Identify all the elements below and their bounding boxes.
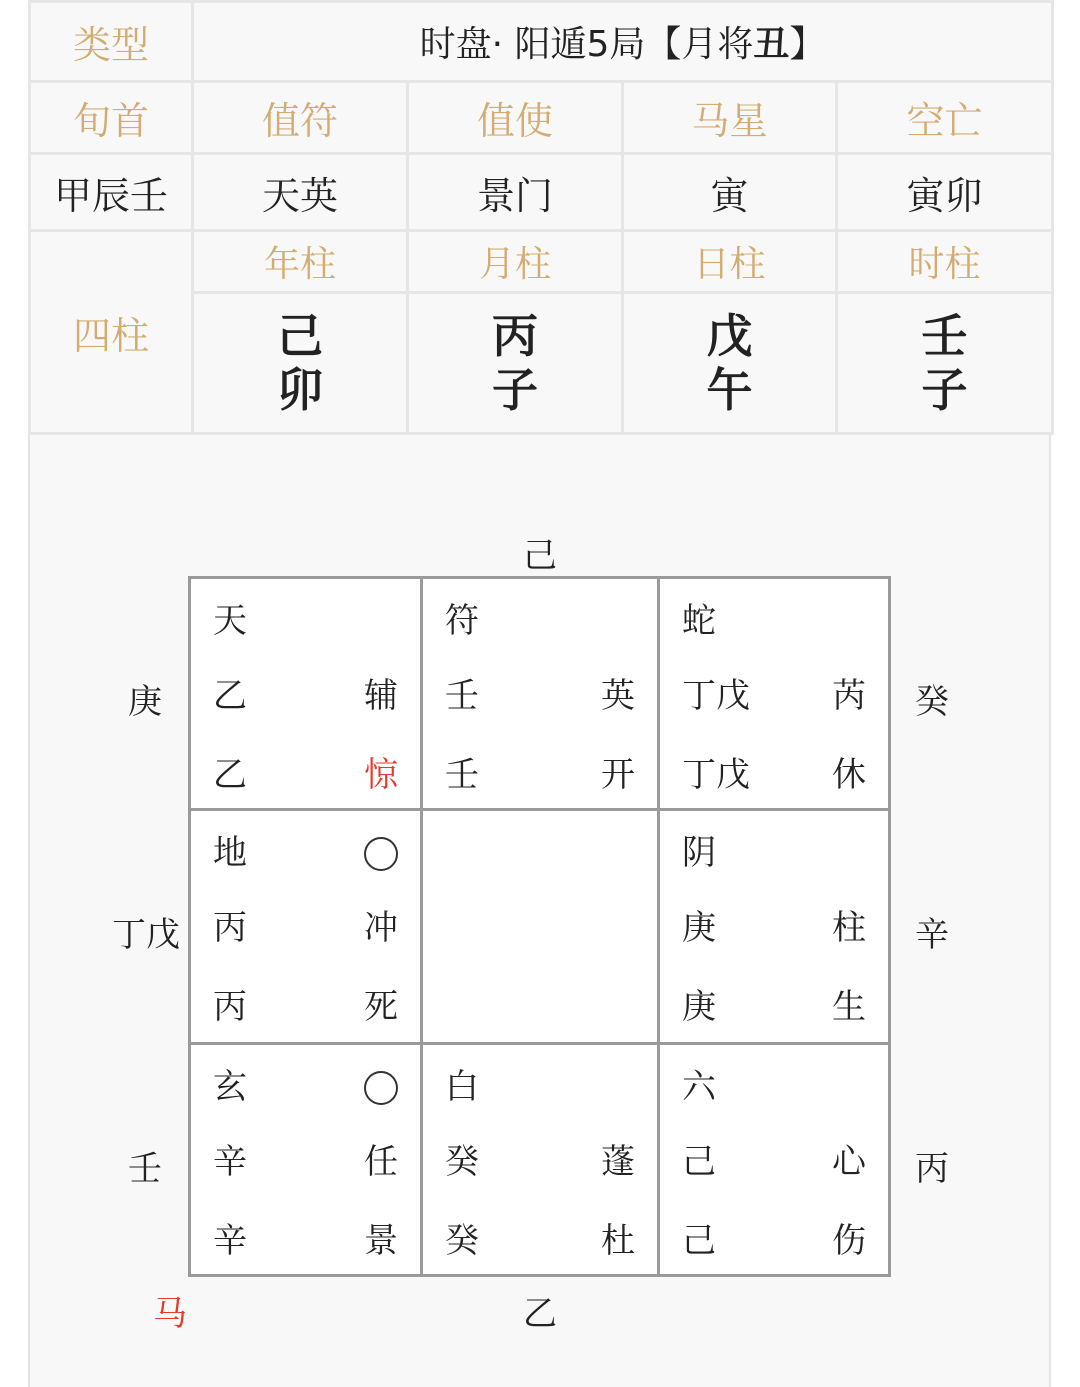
palace-heaven-stem: 丁戊: [682, 676, 750, 716]
palace-earth-stem: 乙: [213, 755, 247, 795]
palace-star: 心: [832, 1142, 866, 1182]
nine-palace-grid: [188, 576, 891, 1277]
header-xunshou: 旬首: [30, 82, 193, 154]
outer-right-top: 癸: [915, 682, 949, 722]
value-zhifu: 天英: [193, 154, 408, 231]
palace-star: 蓬: [601, 1142, 635, 1182]
palace-god: 蛇: [682, 601, 716, 641]
palace-earth-stem: 壬: [445, 755, 479, 795]
outer-right-bottom: 丙: [915, 1149, 949, 1189]
horse-marker: 马: [153, 1294, 187, 1334]
outer-left-bottom: 壬: [128, 1149, 162, 1189]
palace-god: 六: [682, 1067, 716, 1107]
header-zhifu: 值符: [193, 82, 408, 154]
palace-se: [660, 1045, 888, 1274]
palace-star: 英: [601, 676, 635, 716]
palace-door: 惊: [364, 755, 398, 795]
void-circle-icon: [364, 1071, 398, 1105]
palace-door: 景: [364, 1221, 398, 1261]
value-maxing: 寅: [623, 154, 837, 231]
palace-earth-stem: 己: [682, 1221, 716, 1261]
palace-star: 柱: [832, 908, 866, 948]
palace-heaven-stem: 丙: [213, 908, 247, 948]
header-year-pillar: 年柱: [193, 231, 408, 293]
outer-right-middle: 辛: [915, 915, 949, 955]
palace-door: 伤: [832, 1221, 866, 1261]
palace-heaven-stem: 壬: [445, 676, 479, 716]
header-day-pillar: 日柱: [623, 231, 837, 293]
hour-pillar: 壬 子: [837, 293, 1053, 434]
palace-heaven-stem: 乙: [213, 676, 247, 716]
header-maxing: 马星: [623, 82, 837, 154]
palace-earth-stem: 丙: [213, 987, 247, 1027]
palace-star: 辅: [364, 676, 398, 716]
header-kongwang: 空亡: [837, 82, 1053, 154]
header-hour-pillar: 时柱: [837, 231, 1053, 293]
value-zhishi: 景门: [408, 154, 623, 231]
palace-heaven-stem: 己: [682, 1142, 716, 1182]
type-label: 类型: [30, 2, 193, 82]
palace-center: [423, 811, 660, 1045]
palace-ne: [660, 579, 888, 811]
palace-earth-stem: 丁戊: [682, 755, 750, 795]
pillars-label: 四柱: [30, 231, 193, 434]
palace-sw: [191, 1045, 423, 1274]
day-pillar: 戊 午: [623, 293, 837, 434]
palace-earth-stem: 癸: [445, 1221, 479, 1261]
palace-nw: [191, 579, 423, 811]
palace-heaven-stem: 辛: [213, 1142, 247, 1182]
palace-earth-stem: 庚: [682, 987, 716, 1027]
type-value: 时盘· 阳遁5局【月将丑】: [193, 2, 1053, 82]
palace-god: 天: [213, 601, 247, 641]
palace-earth-stem: 辛: [213, 1221, 247, 1261]
palace-n: [423, 579, 660, 811]
palace-s: [423, 1045, 660, 1274]
palace-heaven-stem: 癸: [445, 1142, 479, 1182]
header-month-pillar: 月柱: [408, 231, 623, 293]
month-pillar: 丙 子: [408, 293, 623, 434]
palace-e: [660, 811, 888, 1045]
palace-door: 开: [601, 755, 635, 795]
palace-god: 阴: [682, 833, 716, 873]
palace-door: 生: [832, 987, 866, 1027]
palace-door: 休: [832, 755, 866, 795]
palace-star: 任: [364, 1142, 398, 1182]
outer-left-middle: 丁戊: [112, 915, 180, 955]
outer-bottom: 乙: [523, 1294, 557, 1334]
info-table: [28, 0, 1054, 435]
outer-left-top: 庚: [128, 682, 162, 722]
outer-top: 己: [523, 536, 557, 576]
header-zhishi: 值使: [408, 82, 623, 154]
palace-star: 芮: [832, 676, 866, 716]
year-pillar: 己 卯: [193, 293, 408, 434]
palace-star: 冲: [364, 908, 398, 948]
void-circle-icon: [364, 837, 398, 871]
value-kongwang: 寅卯: [837, 154, 1053, 231]
palace-heaven-stem: 庚: [682, 908, 716, 948]
palace-w: [191, 811, 423, 1045]
palace-god: 符: [445, 601, 479, 641]
palace-door: 死: [364, 987, 398, 1027]
palace-god: 地: [213, 833, 247, 873]
palace-god: 白: [445, 1067, 479, 1107]
palace-door: 杜: [601, 1221, 635, 1261]
value-xunshou: 甲辰壬: [30, 154, 193, 231]
palace-god: 玄: [213, 1067, 247, 1107]
